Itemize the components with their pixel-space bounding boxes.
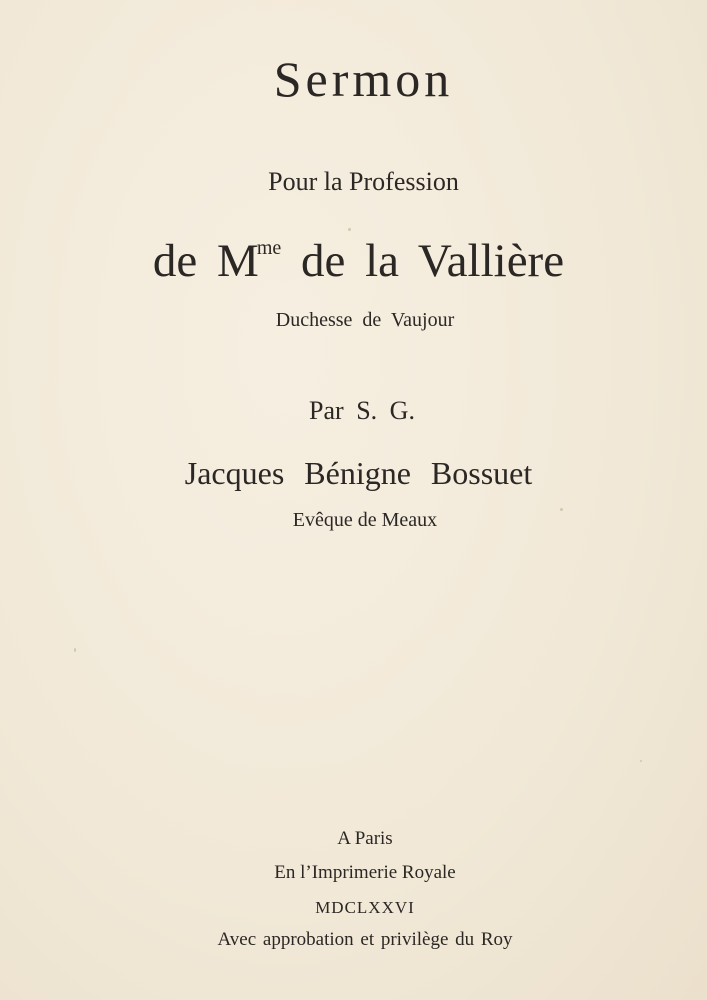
subtitle: Pour la Profession (268, 167, 459, 196)
imprint-year: MDCLXXVI (315, 898, 415, 917)
by-line: Par S. G. (309, 396, 415, 425)
paper-speck (74, 648, 76, 652)
dedicatee-line (0, 234, 707, 288)
dedicatee-prefix: de M (152, 235, 259, 287)
imprint-approbation: Avec approbation et privilège du Roy (217, 929, 513, 950)
paper-speck (560, 508, 563, 511)
dedicatee-title: Duchesse de Vaujour (275, 309, 455, 331)
author-title: Evêque de Meaux (292, 509, 438, 531)
dedicatee-name: de la Vallière (281, 235, 565, 287)
imprint-printer: En l’Imprimerie Royale (274, 862, 456, 883)
paper-speck (640, 760, 642, 762)
imprint-city: A Paris (337, 828, 393, 849)
author-name: Jacques Bénigne Bossuet (184, 455, 533, 491)
paper-speck (348, 228, 351, 231)
page-title: Sermon (273, 51, 454, 107)
dedicatee-superscript: me (256, 237, 282, 259)
